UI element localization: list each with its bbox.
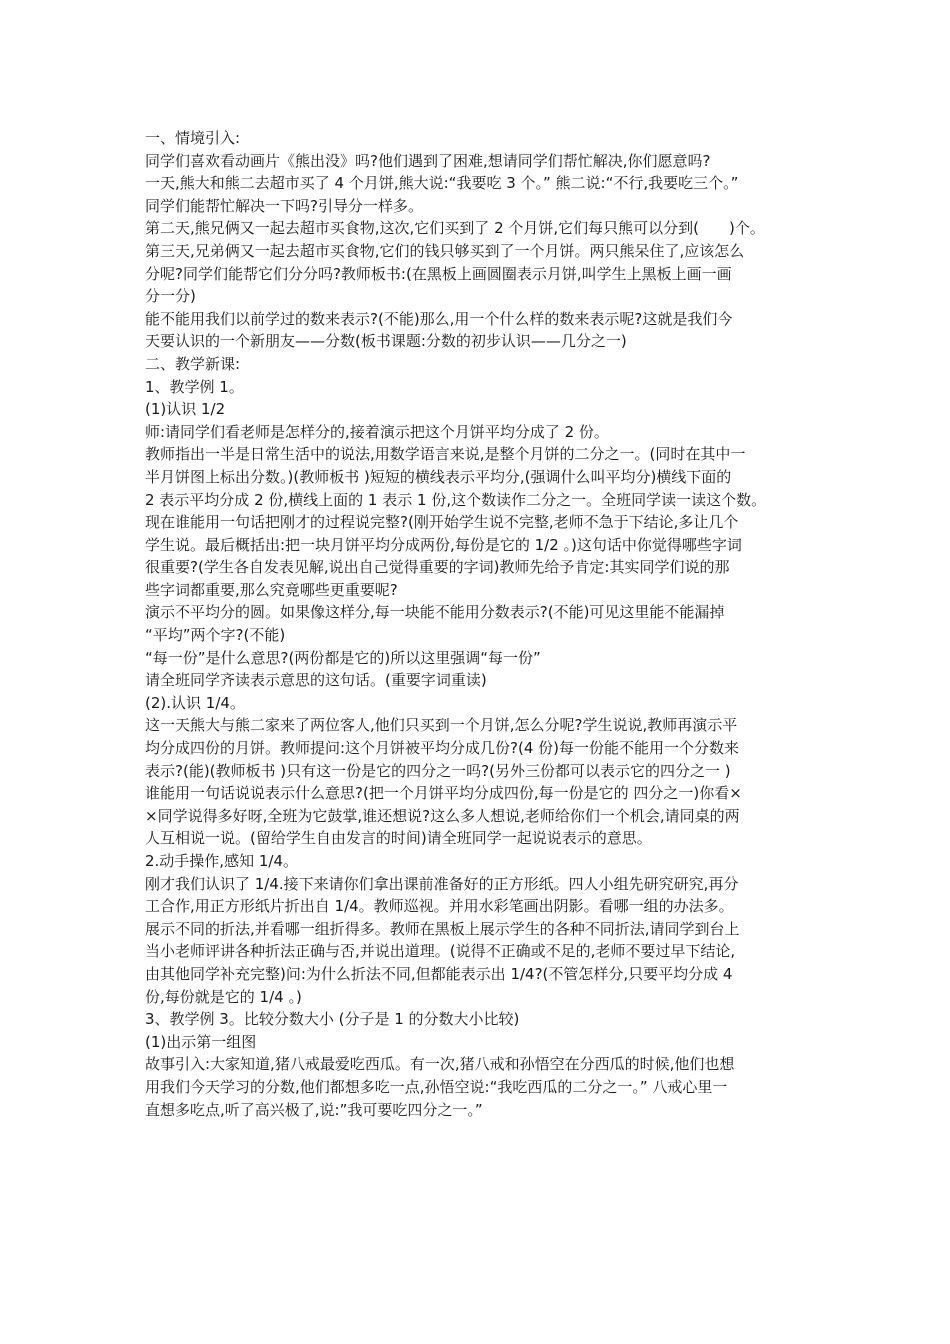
text-line: 同学们喜欢看动画片《熊出没》吗?他们遇到了困难,想请同学们帮忙解决,你们愿意吗? xyxy=(145,151,711,170)
text-line: 天要认识的一个新朋友——分数(板书课题:分数的初步认识——几分之一) xyxy=(145,332,627,351)
text-line: 分呢?同学们能帮它们分分吗?教师板书:(在黑板上画圆圈表示月饼,叫学生上黑板上画一画 xyxy=(145,264,732,283)
text-line: 表示?(能)(教师板书 )只有这一份是它的四分之一吗?(另外三份都可以表示它的四分之一 ) xyxy=(145,761,731,780)
text-line: 同学们能帮忙解决一下吗?引导分一样多。 xyxy=(145,196,423,215)
text-line: 二、教学新课: xyxy=(145,354,241,373)
text-line: 均分成四份的月饼。教师提问:这个月饼被平均分成几份?(4 份)每一份能不能用一个分数来 xyxy=(145,739,740,758)
text-line: 谁能用一句话说说表示什么意思?(把一个月饼平均分成四份,每一份是它的 四分之一)你看× xyxy=(145,784,742,803)
text-line: 故事引入:大家知道,猪八戒最爱吃西瓜。有一次,猪八戒和孙悟空在分西瓜的时候,他们也想 xyxy=(145,1055,735,1074)
text-line: 很重要?(学生各自发表见解,说出自己觉得重要的字词)教师先给予肯定:其实同学们说的那 xyxy=(145,558,730,577)
text-line: 由其他同学补充完整)问:为什么折法不同,但都能表示出 1/4?(不管怎样分,只要平均分成 4 xyxy=(145,964,733,983)
text-line: 2 表示平均分成 2 份,横线上面的 1 表示 1 份,这个数读作二分之一。全班同学读一读这个数。 xyxy=(145,490,767,509)
text-line: (1)认识 1/2 xyxy=(145,400,226,419)
text-line: “每一份”是什么意思?(两份都是它的)所以这里强调“每一份” xyxy=(145,648,541,667)
text-line: 师:请同学们看老师是怎样分的,接着演示把这个月饼平均分成了 2 份。 xyxy=(145,422,609,441)
text-line: 一天,熊大和熊二去超市买了 4 个月饼,熊大说:“我要吃 3 个。” 熊二说:“不行,我要吃三个。” xyxy=(145,174,739,193)
text-line: 直想多吃点,听了高兴极了,说:”我可要吃四分之一。” xyxy=(145,1100,483,1119)
text-line: 学生说。最后概括出:把一块月饼平均分成两份,每份是它的 1/2 。)这句话中你觉得哪些字词 xyxy=(145,535,742,554)
text-line: 刚才我们认识了 1/4.接下来请你们拿出课前准备好的正方形纸。四人小组先研究研究,再分 xyxy=(145,874,739,893)
text-line: 现在谁能用一句话把刚才的过程说完整?(刚开始学生说不完整,老师不急于下结论,多让几个 xyxy=(145,513,739,532)
text-line: 演示不平均分的圆。如果像这样分,每一块能不能用分数表示?(不能)可见这里能不能漏掉 xyxy=(145,603,725,622)
text-line: 当小老师评讲各种折法正确与否,并说出道理。(说得不正确或不足的,老师不要过早下结论, xyxy=(145,942,736,961)
text-line: 分一分) xyxy=(145,287,196,306)
text-line: ×同学说得多好呀,全班为它鼓掌,谁还想说?这么多人想说,老师给你们一个机会,请同桌的两 xyxy=(145,806,740,825)
text-line: 用我们今天学习的分数,他们都想多吃一点,孙悟空说:“我吃西瓜的二分之一。” 八戒心里一 xyxy=(145,1077,728,1096)
text-line: “平均”两个字?(不能) xyxy=(145,626,286,645)
text-line: 份,每份就是它的 1/4 。) xyxy=(145,987,302,1006)
text-line: 些字词都重要,那么究竟哪些更重要呢? xyxy=(145,580,398,599)
document-body xyxy=(145,127,825,1121)
text-line: 1、教学例 1。 xyxy=(145,377,244,396)
text-line: 2.动手操作,感知 1/4。 xyxy=(145,852,298,870)
text-line: 第二天,熊兄俩又一起去超市买食物,这次,它们买到了 2 个月饼,它们每只熊可以分到( )个。 xyxy=(145,219,765,238)
text-line: (1)出示第一组图 xyxy=(145,1032,257,1051)
text-line: 能不能用我们以前学过的数来表示?(不能)那么,用一个什么样的数来表示呢?这就是我们今 xyxy=(145,309,733,328)
text-line: 请全班同学齐读表示意思的这句话。(重要字词重读) xyxy=(145,671,487,690)
text-line: 工合作,用正方形纸片折出自 1/4。教师巡视。并用水彩笔画出阴影。看哪一组的办法多。 xyxy=(145,897,734,916)
text-line: 人互相说一说。(留给学生自由发言的时间)请全班同学一起说说表示的意思。 xyxy=(145,829,652,848)
text-line: 展示不同的折法,并看哪一组折得多。教师在黑板上展示学生的各种不同折法,请同学到台上 xyxy=(145,919,740,938)
text-line: 这一天熊大与熊二家来了两位客人,他们只买到一个月饼,怎么分呢?学生说说,教师再演示平 xyxy=(145,716,738,735)
text-line: 3、教学例 3。比较分数大小 (分子是 1 的分数大小比较) xyxy=(145,1010,520,1029)
text-line: 半月饼图上标出分数。)(教师板书 )短短的横线表示平均分,(强调什么叫平均分)横线下面的 xyxy=(145,467,732,486)
text-line: 一、情境引入: xyxy=(145,129,241,147)
text-line: 第三天,兄弟俩又一起去超市买食物,它们的钱只够买到了一个月饼。两只熊呆住了,应该怎么 xyxy=(145,241,745,260)
text-line: 教师指出一半是日常生活中的说法,用数学语言来说,是整个月饼的二分之一。(同时在其中一 xyxy=(145,445,746,464)
text-line: (2).认识 1/4。 xyxy=(145,693,245,712)
